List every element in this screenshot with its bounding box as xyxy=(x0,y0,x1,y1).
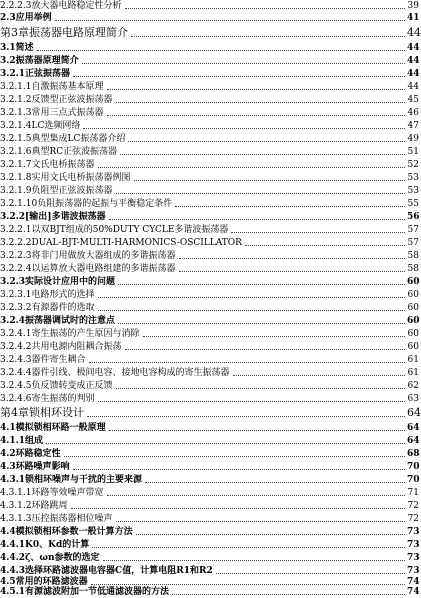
toc-entry-title: 3.2.4.1寄生振荡的产生原因与消除 xyxy=(0,329,140,339)
toc-entry[interactable] xyxy=(0,133,419,145)
toc-entry[interactable] xyxy=(0,526,419,538)
toc-entry-title: 3.2.2.3将非门用做放大器组成的多谐振荡器 xyxy=(0,251,176,261)
dot-leader xyxy=(172,594,405,595)
toc-entry[interactable] xyxy=(0,146,419,158)
toc-entry[interactable] xyxy=(0,448,419,460)
dot-leader xyxy=(107,115,406,116)
toc-entry-page: 70 xyxy=(407,475,420,485)
toc-entry-page: 56 xyxy=(407,212,420,222)
toc-entry-title: 4.3.1锁相环噪声与干扰的主要来源 xyxy=(0,475,143,485)
dot-leader xyxy=(98,310,406,311)
toc-entry[interactable] xyxy=(0,81,419,93)
toc-entry-title: 3.2.2.1以双BJT组成的50%DUTY CYCLE多谐波振荡器 xyxy=(0,225,229,235)
toc-entry-page: 61 xyxy=(407,368,419,378)
toc-entry-title: 4.4.2ζ、ωn参数的选定 xyxy=(0,553,100,563)
toc-entry-title: 3.2.4.3器件寄生耦合 xyxy=(0,355,86,365)
toc-entry-page: 52 xyxy=(407,160,419,170)
dot-leader xyxy=(125,349,406,350)
toc-entry[interactable] xyxy=(0,276,419,288)
toc-entry[interactable] xyxy=(0,552,419,564)
toc-entry-title: 4.4模拟锁相环参数一般计算方法 xyxy=(0,527,133,537)
toc-entry-page: 72 xyxy=(407,514,419,524)
toc-entry-page: 73 xyxy=(407,566,420,576)
toc-entry[interactable] xyxy=(0,289,419,301)
toc-entry-title: 4.1.1组成 xyxy=(0,436,44,446)
toc-entry-page: 73 xyxy=(407,540,420,550)
dot-leader xyxy=(179,258,406,259)
toc-entry-page: 60 xyxy=(407,290,419,300)
dot-leader xyxy=(116,521,406,522)
dot-leader xyxy=(116,388,406,389)
toc-entry-page: 71 xyxy=(407,488,419,498)
toc-entry[interactable] xyxy=(0,68,419,80)
toc-entry-title: 3.2振荡器原理简介 xyxy=(0,56,79,66)
toc-entry-page: 60 xyxy=(407,316,420,326)
toc-entry-title: 3.2.3.1电路形式的选择 xyxy=(0,290,95,300)
dot-leader xyxy=(107,495,406,496)
toc-entry[interactable] xyxy=(0,26,419,40)
dot-leader xyxy=(73,76,405,77)
toc-entry[interactable] xyxy=(0,500,419,512)
toc-entry-page: 72 xyxy=(407,501,419,511)
dot-leader xyxy=(116,102,406,103)
toc-entry-title: 3.2.1正弦振荡器 xyxy=(0,69,71,79)
toc-entry-page: 58 xyxy=(407,251,419,261)
dot-leader xyxy=(98,401,406,402)
toc-entry-title: 4.5常用的环路滤波器 xyxy=(0,577,88,587)
toc-entry-page: 57 xyxy=(407,238,419,248)
dot-leader xyxy=(233,375,406,376)
toc-entry-page: 53 xyxy=(407,186,419,196)
toc-entry-page: 64 xyxy=(407,423,420,433)
toc-entry-title: 2.3应用举例 xyxy=(0,13,52,23)
toc-entry-page: 74 xyxy=(407,587,420,597)
dot-leader xyxy=(118,323,405,324)
toc-entry[interactable] xyxy=(0,461,419,473)
toc-entry-page: 49 xyxy=(407,134,419,144)
dot-leader xyxy=(175,206,405,207)
toc-entry-page: 55 xyxy=(407,199,419,209)
dot-leader xyxy=(136,534,405,535)
toc-entry-title: 3.2.1.5典型集成LC振荡器介绍 xyxy=(0,134,126,144)
toc-entry[interactable] xyxy=(0,367,419,379)
toc-entry-page: 60 xyxy=(407,277,420,287)
toc-entry[interactable] xyxy=(0,406,419,420)
toc-entry-page: 62 xyxy=(407,381,419,391)
toc-entry-title: 3.2.4.5负反馈转变成正反馈 xyxy=(0,381,113,391)
toc-entry[interactable] xyxy=(0,380,419,392)
dot-leader xyxy=(91,584,405,585)
toc-entry[interactable] xyxy=(0,393,419,405)
dot-leader xyxy=(118,284,405,285)
dot-leader xyxy=(71,508,406,509)
toc-entry[interactable] xyxy=(0,422,419,434)
toc-entry-title: 3.2.1.1自激振荡基本原理 xyxy=(0,82,104,92)
toc-entry-title: 3.2.4.6寄生振荡的判别 xyxy=(0,394,95,404)
dot-leader xyxy=(231,232,405,233)
toc-entry[interactable] xyxy=(0,12,419,24)
toc-entry-title: 4.5.1有源滤波附加一节低通滤波器的方法 xyxy=(0,587,170,597)
toc-entry-title: 2.2.2.3放大器电路稳定性分析 xyxy=(0,1,122,11)
toc-entry-page: 44 xyxy=(407,82,419,92)
toc-entry[interactable] xyxy=(0,328,419,340)
toc-entry-page: 68 xyxy=(407,449,420,459)
toc-entry-title: 4.3环路噪声影响 xyxy=(0,462,70,472)
toc-entry-page: 64 xyxy=(407,406,421,419)
dot-leader xyxy=(143,336,406,337)
toc-entry-title: 3.2.4.4器件引线、极间电容、接地电容构成的寄生振荡器 xyxy=(0,368,230,378)
toc-entry[interactable] xyxy=(0,94,419,106)
toc-entry-title: 3.2.4振荡器调试时的注意点 xyxy=(0,316,116,326)
toc-entry-page: 74 xyxy=(407,577,420,587)
dot-leader xyxy=(82,63,405,64)
toc-entry[interactable] xyxy=(0,315,419,327)
toc-entry-title: 3.2.2.4以运算放大器电路组建的多谐振荡器 xyxy=(0,264,176,274)
toc-entry-page: 39 xyxy=(407,1,419,11)
toc-entry-page: 44 xyxy=(407,56,420,66)
dot-leader xyxy=(98,297,406,298)
toc-entry-page: 64 xyxy=(407,436,420,446)
toc-entry-title: 4.1模拟锁相环路一般原理 xyxy=(0,423,106,433)
toc-entry[interactable] xyxy=(0,120,419,132)
toc-entry-title: 4.2环路稳定性 xyxy=(0,449,61,459)
toc-entry-page: 63 xyxy=(407,394,419,404)
toc-entry-title: 3.2.2[输出]多谐波振荡器 xyxy=(0,212,106,222)
toc-entry-title: 3.2.1.6典型RC正弦波振荡器 xyxy=(0,147,118,157)
dot-leader xyxy=(98,167,406,168)
toc-entry[interactable] xyxy=(0,159,419,171)
toc-entry-page: 60 xyxy=(407,303,419,313)
toc-entry-page: 61 xyxy=(407,355,419,365)
dot-leader xyxy=(245,245,405,246)
dot-leader xyxy=(131,36,405,37)
toc-entry-title: 3.2.1.9负阻型正弦波振荡器 xyxy=(0,186,113,196)
dot-leader xyxy=(125,8,406,9)
dot-leader xyxy=(145,482,405,483)
toc-entry-title: 4.3.1.1环路等效噪声带宽 xyxy=(0,488,104,498)
dot-leader xyxy=(120,154,405,155)
toc-entry[interactable] xyxy=(0,302,419,314)
toc-entry-page: 45 xyxy=(407,95,419,105)
toc-entry[interactable] xyxy=(0,263,419,275)
dot-leader xyxy=(109,430,405,431)
toc-entry[interactable] xyxy=(0,107,419,119)
toc-entry[interactable] xyxy=(0,198,419,210)
dot-leader xyxy=(216,573,405,574)
toc-entry-page: 44 xyxy=(407,69,420,79)
toc-entry[interactable] xyxy=(0,435,419,447)
toc-entry-title: 4.3.1.3压控振荡器相位噪声 xyxy=(0,514,113,524)
toc-entry-title: 3.2.1.10负阻振荡器的起振与平衡稳定条件 xyxy=(0,199,173,209)
toc-entry-page: 57 xyxy=(407,225,419,235)
dot-leader xyxy=(109,219,405,220)
toc-entry-title: 3.1简述 xyxy=(0,43,34,53)
toc-entry-title: 3.2.1.4LC选频网络 xyxy=(0,121,81,131)
toc-entry-title: 3.2.2.2DUAL-BJT-MULTI-HARMONICS-OSCILLATOR xyxy=(0,238,242,248)
toc-entry-page: 58 xyxy=(407,264,419,274)
toc-entry[interactable] xyxy=(0,237,419,249)
toc-entry-title: 3.2.3实际设计应用中的问题 xyxy=(0,277,116,287)
toc-entry-title: 3.2.1.2反馈型正弦波振荡器 xyxy=(0,95,113,105)
toc-entry-page: 70 xyxy=(407,462,420,472)
toc-entry[interactable] xyxy=(0,42,419,54)
toc-entry-title: 4.4.3选择环路滤波器电容器C值，计算电阻R1和R2 xyxy=(0,566,213,576)
dot-leader xyxy=(55,20,405,21)
toc-entry[interactable] xyxy=(0,185,419,197)
dot-leader xyxy=(73,469,405,470)
toc-entry[interactable] xyxy=(0,0,419,12)
dot-leader xyxy=(179,271,406,272)
toc-entry[interactable] xyxy=(0,211,419,223)
toc-entry-page: 73 xyxy=(407,527,420,537)
toc-entry-title: 3.2.4.2共用电源内阻耦合振荡 xyxy=(0,342,122,352)
dot-leader xyxy=(64,456,405,457)
dot-leader xyxy=(87,416,405,417)
dot-leader xyxy=(116,193,406,194)
dot-leader xyxy=(83,128,405,129)
dot-leader xyxy=(128,141,405,142)
toc-entry-page: 44 xyxy=(407,26,421,39)
toc-entry-page: 60 xyxy=(407,342,419,352)
toc-entry-page: 73 xyxy=(407,553,420,563)
toc-entry[interactable] xyxy=(0,224,419,236)
dot-leader xyxy=(92,547,405,548)
dot-leader xyxy=(103,560,406,561)
dot-leader xyxy=(134,180,406,181)
toc-entry-title: 3.2.1.3常用三点式振荡器 xyxy=(0,108,104,118)
dot-leader xyxy=(107,89,406,90)
toc-entry-page: 47 xyxy=(407,121,419,131)
toc-entry[interactable] xyxy=(0,55,419,67)
toc-entry[interactable] xyxy=(0,586,419,598)
toc-entry-title: 4.4.1K0、Kd的计算 xyxy=(0,540,90,550)
toc-entry-title: 4.3.1.2环路跳周 xyxy=(0,501,68,511)
toc-entry-title: 第4章锁相环设计 xyxy=(0,406,84,419)
toc-entry[interactable] xyxy=(0,487,419,499)
toc-entry[interactable] xyxy=(0,513,419,525)
toc-entry[interactable] xyxy=(0,474,419,486)
toc-entry-page: 60 xyxy=(407,329,419,339)
toc-entry[interactable] xyxy=(0,354,419,366)
toc-entry-page: 46 xyxy=(407,108,419,118)
dot-leader xyxy=(37,50,405,51)
toc-entry-title: 第3章振荡器电路原理简介 xyxy=(0,26,128,39)
toc-entry-page: 44 xyxy=(407,43,420,53)
toc-entry-title: 3.2.1.8实用文氏电桥振荡器例图 xyxy=(0,173,131,183)
toc-entry-page: 51 xyxy=(407,147,419,157)
toc-entry[interactable] xyxy=(0,539,419,551)
toc-entry-title: 3.2.1.7文氏电桥振荡器 xyxy=(0,160,95,170)
toc-entry-page: 53 xyxy=(407,173,419,183)
toc-entry-page: 41 xyxy=(407,13,420,23)
toc-entry[interactable] xyxy=(0,250,419,262)
dot-leader xyxy=(89,362,406,363)
toc-entry-title: 3.2.3.2有源器件的选取 xyxy=(0,303,95,313)
toc-entry[interactable] xyxy=(0,172,419,184)
toc-entry[interactable] xyxy=(0,341,419,353)
dot-leader xyxy=(46,443,405,444)
